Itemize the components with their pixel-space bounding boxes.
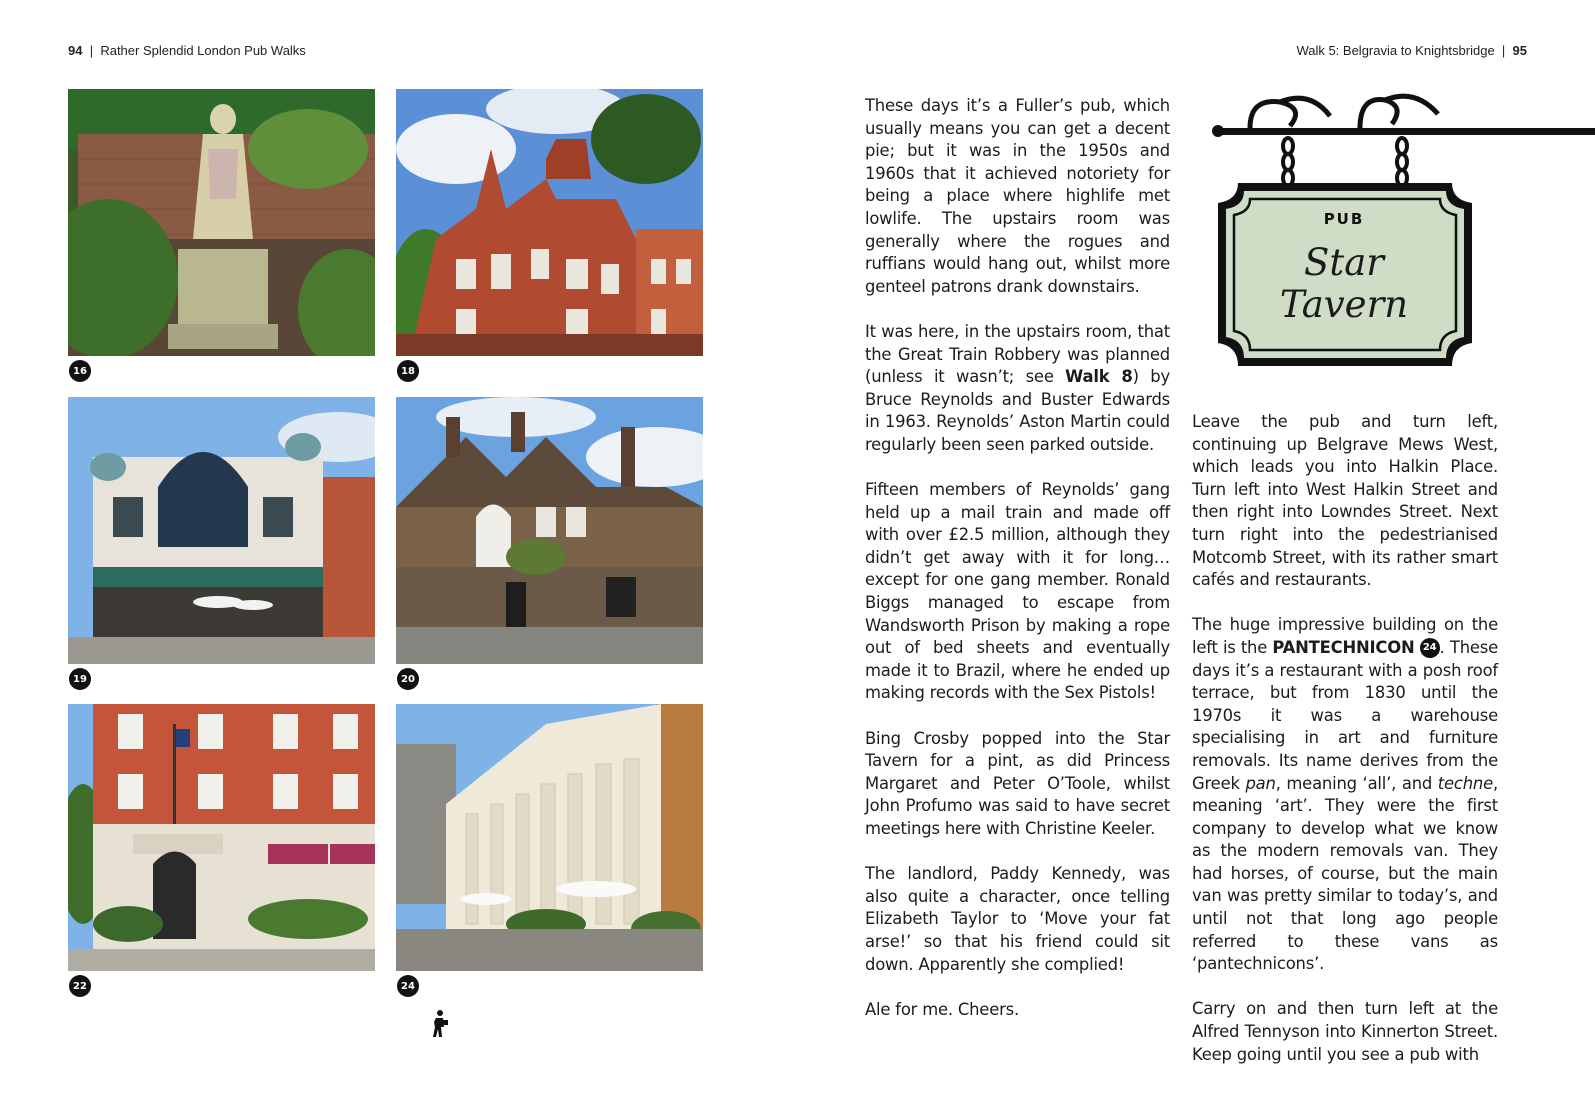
right-page-header (1296, 43, 1527, 58)
paragraph: Ale for me. Cheers. (865, 999, 1019, 1019)
pub-sign-text (1228, 210, 1460, 326)
paragraph: Bing Crosby popped into the Star Tavern for a pint, as did Princess Margaret and Peter O’Toole, whilst John Profumo was said to have secret meetings here with Christine Keeler. (865, 728, 1170, 838)
right-page-number: 95 (1512, 43, 1527, 58)
header-separator: | (89, 43, 94, 58)
photo-statue-garden (68, 89, 375, 356)
photo-art-nouveau-building (68, 397, 375, 664)
text-column-left (865, 95, 1170, 1044)
photo-red-brick-house (396, 89, 703, 356)
photo-number-badge: 16 (69, 360, 91, 382)
text-column-right (1192, 411, 1498, 1089)
paragraph: The landlord, Paddy Kennedy, was also quite a character, once telling Elizabeth Taylor to ‘Move your fat arse!’ so that his friend could sit down. Apparently she complied! (865, 864, 1170, 974)
photo-reference-badge: 24 (1420, 638, 1440, 658)
left-page-header (68, 43, 306, 58)
photo-number-badge: 18 (397, 360, 419, 382)
paragraph: The huge impressive building on the left is the PANTECHNICON 24 . These days it’s a restaurant with a posh roof terrace, but from 1830 until the 1970s it was a warehouse specialising in art and furniture removals. Its name derives from the Greek pan, meaning ‘all’, and techne, meaning ‘art’. They were the first company to develop what we know as the modern removals van. They had horses, of course, but the main van was pretty similar to today’s, and until not that long ago people referred to these vans as ‘pantechnicons’. (1192, 615, 1498, 974)
paragraph: These days it’s a Fuller’s pub, which usually means you can get a decent pie; but it was in the 1950s and 1960s that it achieved notoriety for being a place where highlife met lowlife. The upstairs room was generally where the rogues and ruffians would hang out, whilst more genteel patrons drank downstairs. (865, 96, 1170, 296)
walk-title: Walk 5: Belgravia to Knightsbridge (1296, 43, 1495, 58)
photo-red-brick-hotel (68, 704, 375, 971)
paragraph: Leave the pub and turn left, continuing up Belgrave Mews West, which leads you into Halkin Place. Turn left into West Halkin Street and then right into Lowndes Street. Next turn right into the pedestrianised Motcomb Street, with its rather smart cafés and restaurants. (1192, 412, 1498, 590)
photo-number-badge: 20 (397, 668, 419, 690)
photo-number-badge: 22 (69, 975, 91, 997)
book-title: Rather Splendid London Pub Walks (100, 43, 306, 58)
sign-pub-name (1228, 242, 1460, 326)
photo-number-badge: 19 (69, 668, 91, 690)
sign-kind-label: PUB (1323, 210, 1365, 228)
photo-brick-victorian-house (396, 397, 703, 664)
place-name: PANTECHNICON (1272, 637, 1415, 657)
paragraph: Fifteen members of Reynolds’ gang held up a mail train and made off with over £2.5 million, although they didn’t get away with it for long…except for one gang member. Ronald Biggs managed to escape from Wandsworth Prison by making a rope out of bed sheets and eventually made it to Brazil, where he ended up making records with the Sex Pistols! (865, 480, 1170, 703)
paragraph: It was here, in the upstairs room, that the Great Train Robbery was planned (unless it wasn’t; see Walk 8) by Bruce Reynolds and Buster Edwards in 1963. Reynolds’ Aston Martin could regularly been seen parked outside. (865, 321, 1170, 454)
photo-number-badge: 24 (397, 975, 419, 997)
left-page-number: 94 (68, 43, 83, 58)
photo-pantechnicon-building (396, 704, 703, 971)
header-separator: | (1501, 43, 1506, 58)
walk-reference: Walk 8 (1065, 367, 1133, 387)
walking-man-icon (430, 1010, 448, 1038)
sign-name-line2: Tavern (1279, 283, 1409, 326)
sign-name-line1: Star (1304, 241, 1384, 284)
paragraph: Carry on and then turn left at the Alfred Tennyson into Kinnerton Street. Keep going until you see a pub with (1192, 999, 1498, 1064)
